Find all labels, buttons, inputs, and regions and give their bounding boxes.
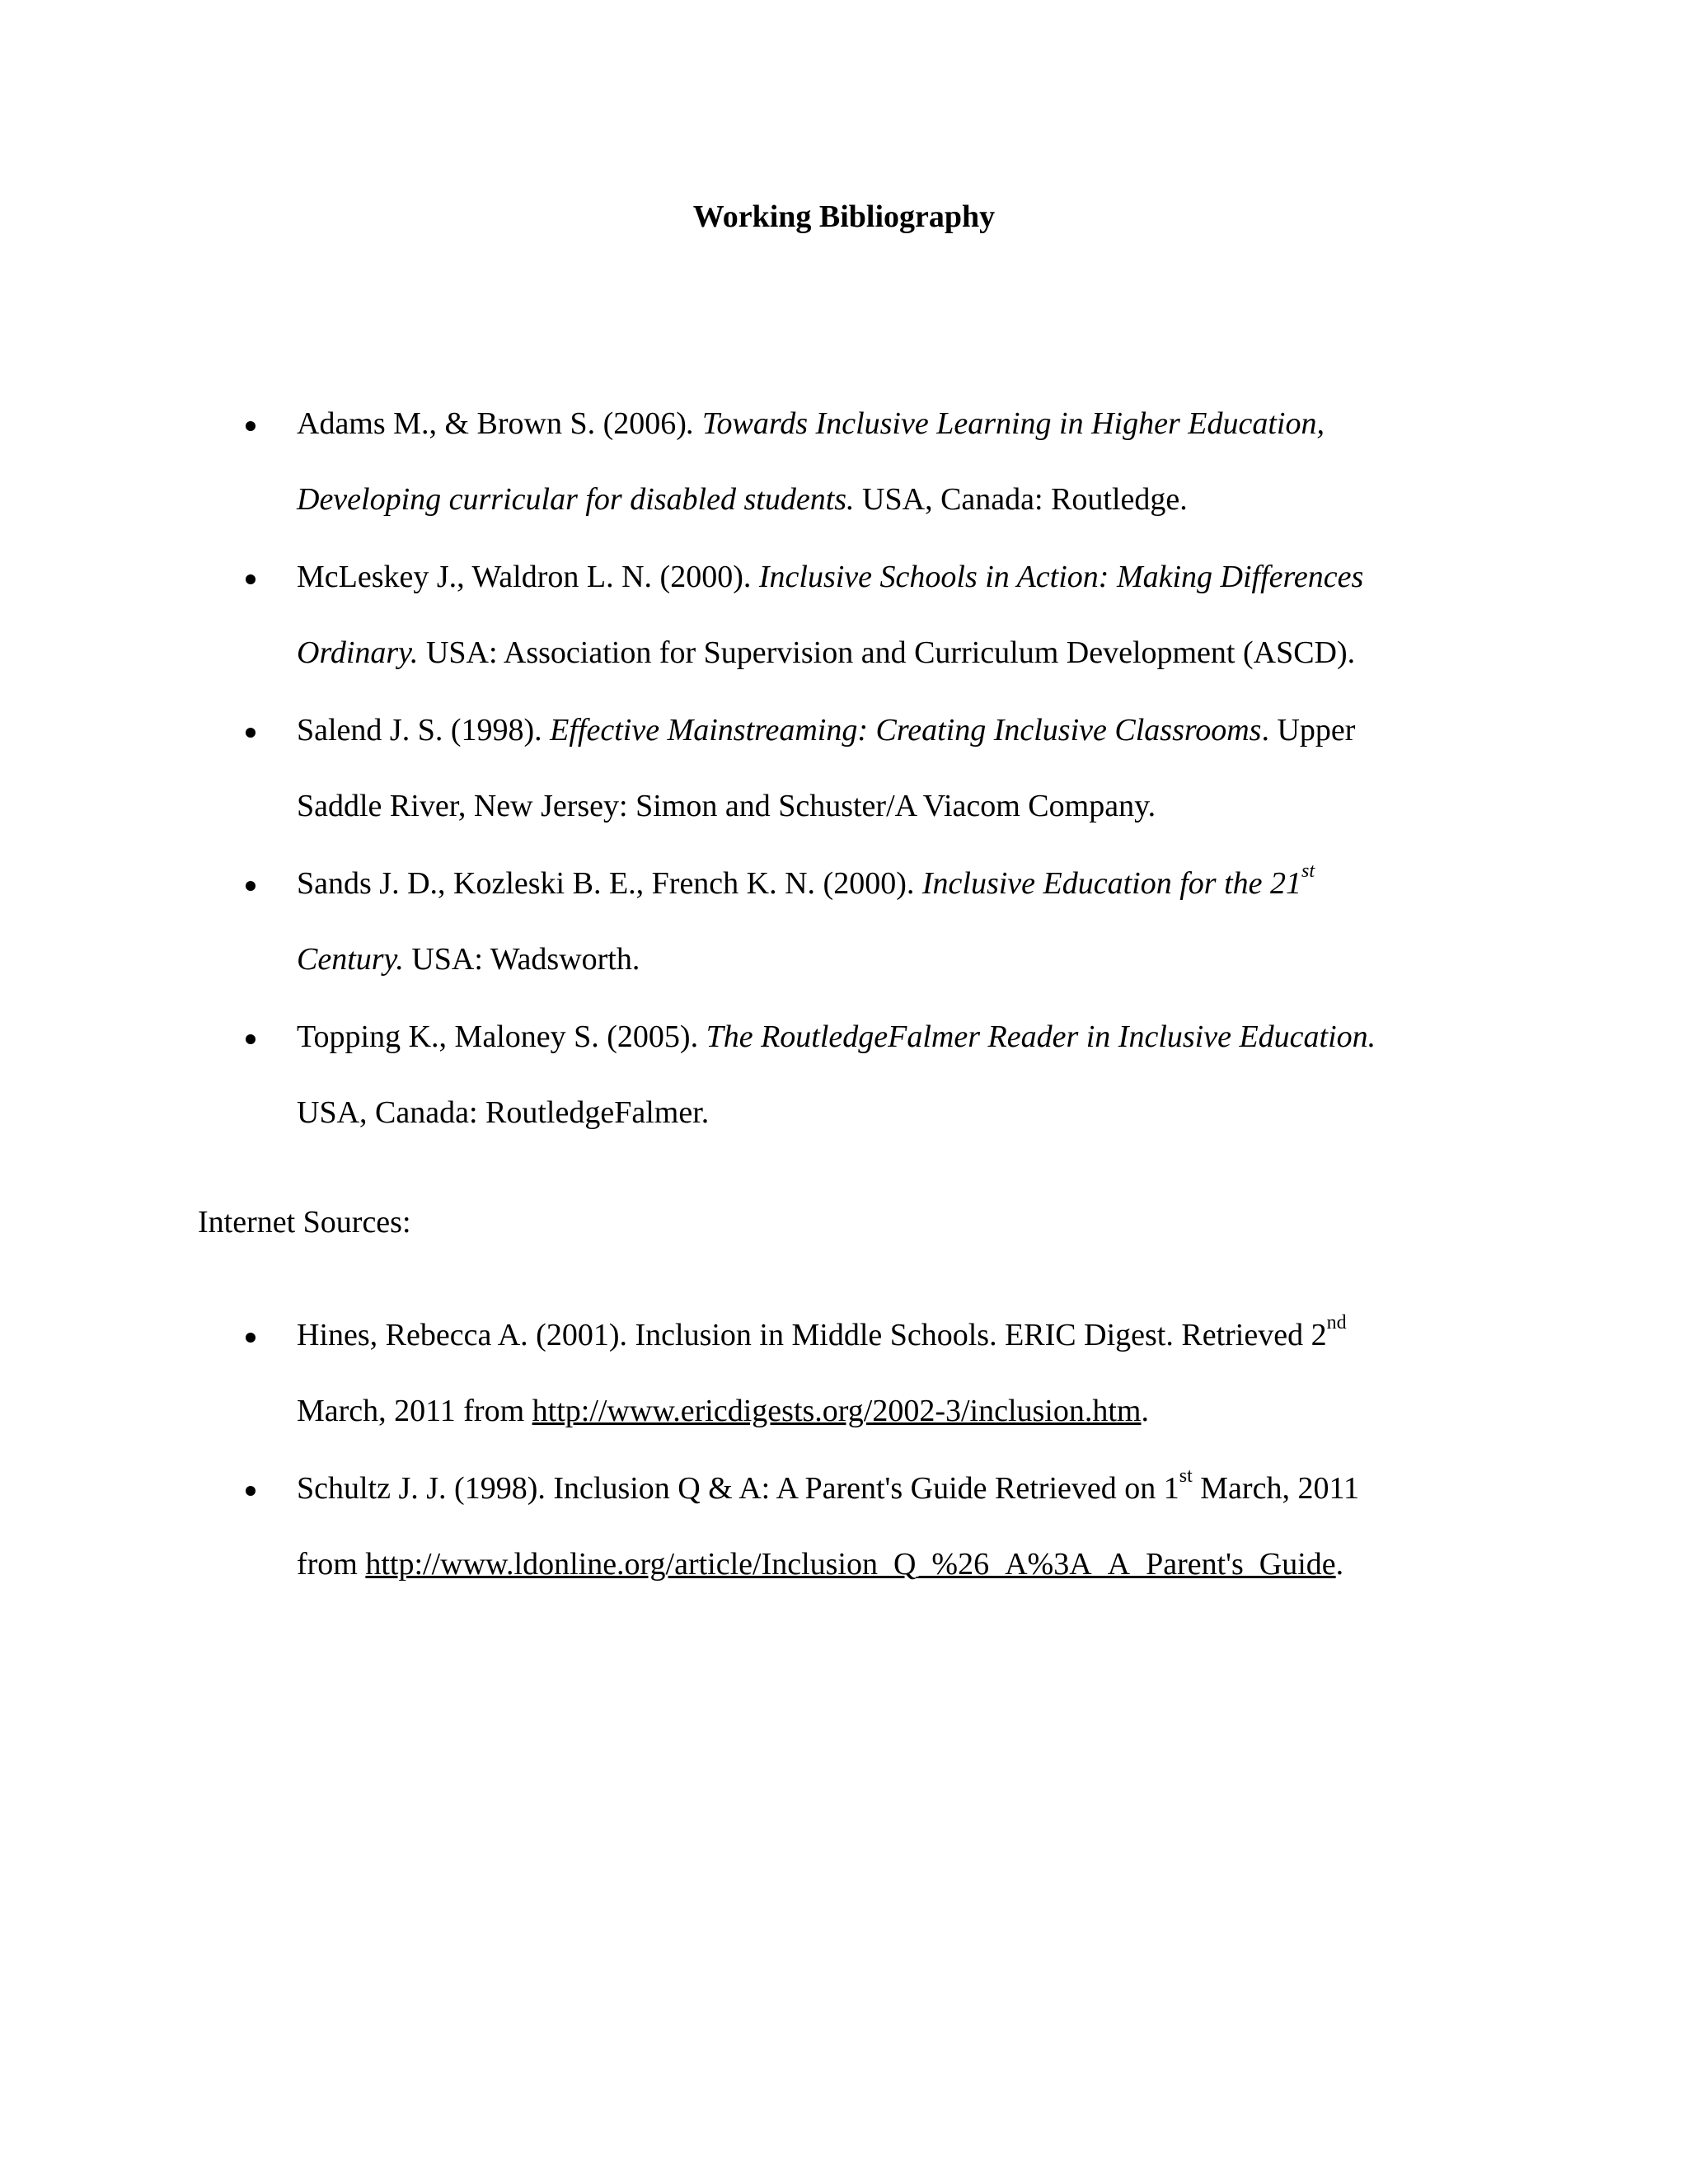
entry-author: Topping K., Maloney S. (2005). — [297, 1019, 706, 1054]
bullet-icon — [246, 1451, 270, 1526]
entry-text: Hines, Rebecca A. (2001). Inclusion in Middle Schools. ERIC Digest. Retrieved 2 — [297, 1318, 1327, 1352]
internet-entry — [297, 1451, 1533, 1602]
entry-publisher: USA, Canada: Routledge. — [854, 482, 1188, 517]
entry-author: Adams M., & Brown S. (2006) — [297, 406, 687, 441]
entry-title: Ordinary. — [297, 635, 419, 670]
superscript: st — [1301, 860, 1315, 883]
entry-text: March, 2011 — [1192, 1471, 1360, 1506]
entry-text: Schultz J. J. (1998). Inclusion Q & A: A Parent's Guide Retrieved on 1 — [297, 1471, 1179, 1506]
entry-author: Salend J. S. (1998). — [297, 713, 551, 748]
bibliography-entry — [297, 846, 1533, 997]
entry-line — [297, 1075, 1533, 1151]
entry-publisher: . Upper — [1261, 713, 1356, 748]
entry-line — [297, 921, 1533, 997]
bullet-icon — [246, 1297, 270, 1373]
entry-publisher: USA: Association for Supervision and Curriculum Development (ASCD). — [418, 635, 1356, 670]
entry-text: March, 2011 from — [297, 1394, 532, 1428]
bibliography-entry — [297, 692, 1533, 844]
source-link[interactable]: http://www.ericdigests.org/2002-3/inclusion.htm — [532, 1394, 1142, 1428]
entry-line — [297, 1526, 1533, 1602]
entry-title: Inclusive Schools in Action: Making Differences — [758, 560, 1364, 594]
bullet-icon — [246, 539, 270, 615]
internet-sources-heading: Internet Sources: — [198, 1205, 411, 1240]
entry-line — [297, 1297, 1533, 1373]
entry-title: Inclusive Education for the 21 — [921, 866, 1301, 901]
internet-entry — [297, 1297, 1533, 1449]
entry-title: Effective Mainstreaming: Creating Inclusive Classrooms — [550, 713, 1262, 748]
entry-line — [297, 1451, 1533, 1526]
superscript: nd — [1326, 1312, 1347, 1334]
entry-line — [297, 615, 1533, 691]
bibliography-entry — [297, 999, 1533, 1151]
entry-line — [297, 462, 1533, 537]
entry-title: . Towards Inclusive Learning in Higher Education, — [686, 406, 1325, 441]
superscript: st — [1179, 1465, 1193, 1488]
entry-line — [297, 386, 1533, 462]
entry-title: The RoutledgeFalmer Reader in Inclusive Education. — [706, 1019, 1376, 1054]
entry-line — [297, 768, 1533, 844]
bullet-icon — [246, 846, 270, 921]
entry-text: . — [1335, 1547, 1344, 1582]
source-link[interactable]: http://www.ldonline.org/article/Inclusion_Q_%26_A%3A_A_Parent's_Guide — [365, 1547, 1336, 1582]
entry-title: Century. — [297, 942, 404, 977]
entry-text: from — [297, 1547, 366, 1582]
bullet-icon — [246, 386, 270, 462]
entry-title: Developing curricular for disabled students. — [297, 482, 855, 517]
entry-publisher: Saddle River, New Jersey: Simon and Schuster/A Viacom Company. — [297, 789, 1156, 823]
entry-text: . — [1141, 1394, 1149, 1428]
entry-line — [297, 692, 1533, 768]
entry-line — [297, 1373, 1533, 1449]
entry-line — [297, 846, 1533, 921]
bullet-icon — [246, 692, 270, 768]
entry-author: McLeskey J., Waldron L. N. (2000). — [297, 560, 759, 594]
entry-line — [297, 539, 1533, 615]
bibliography-entry — [297, 539, 1533, 691]
entry-publisher: USA, Canada: RoutledgeFalmer. — [297, 1095, 710, 1130]
entry-publisher: USA: Wadsworth. — [403, 942, 640, 977]
entry-author: Sands J. D., Kozleski B. E., French K. N. (2000). — [297, 866, 922, 901]
entry-line — [297, 999, 1533, 1075]
page-title: Working Bibliography — [692, 199, 996, 234]
bibliography-entry — [297, 386, 1533, 537]
bullet-icon — [246, 999, 270, 1075]
